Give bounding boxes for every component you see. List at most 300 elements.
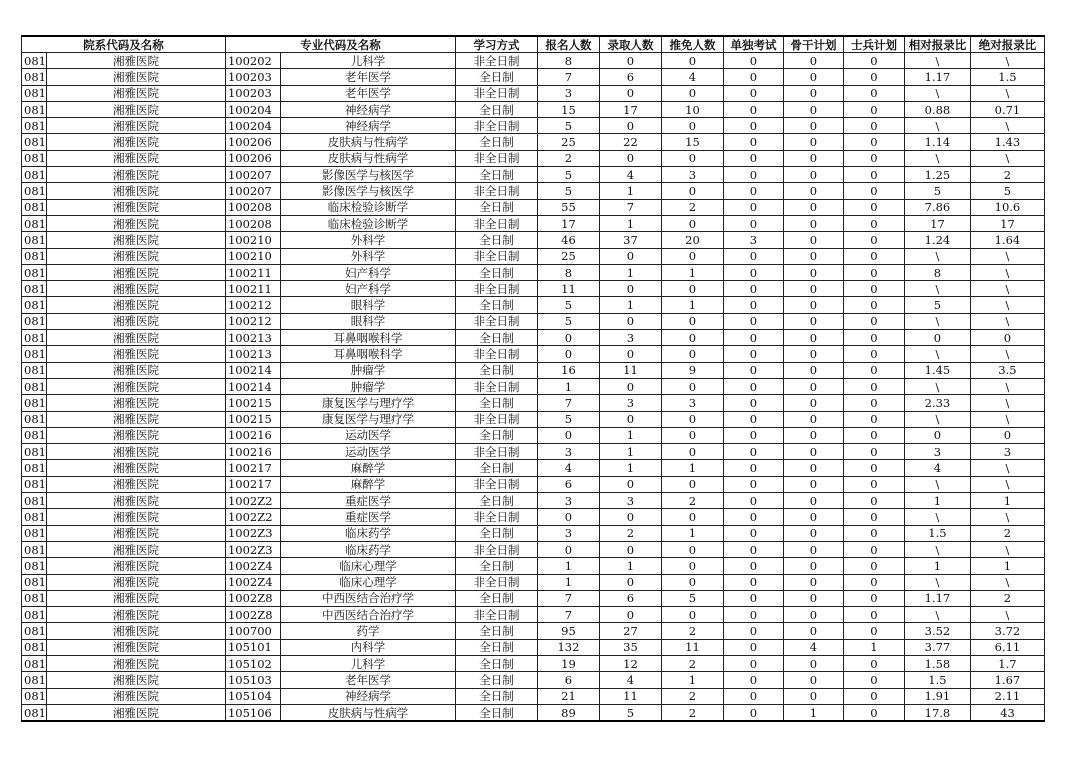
major-name-cell: 重症医学	[280, 493, 455, 509]
recommended-cell: 3	[661, 167, 723, 183]
absolute-ratio-cell: \	[970, 476, 1044, 492]
major-code-cell: 100207	[225, 183, 280, 199]
separate-exam-cell: 0	[723, 101, 783, 117]
major-name-cell: 外科学	[280, 248, 455, 264]
dept-code-cell: 081	[22, 167, 47, 183]
soldier-plan-cell: 0	[843, 183, 904, 199]
major-code-cell: 100203	[225, 85, 280, 101]
soldier-plan-cell: 0	[843, 378, 904, 394]
admitted-cell: 1	[599, 215, 661, 231]
absolute-ratio-cell: \	[970, 411, 1044, 427]
backbone-plan-cell: 0	[783, 460, 843, 476]
dept-name-cell: 湘雅医院	[46, 69, 225, 85]
absolute-ratio-cell: \	[970, 313, 1044, 329]
major-name-cell: 眼科学	[280, 297, 455, 313]
dept-name-cell: 湘雅医院	[46, 346, 225, 362]
separate-exam-cell: 0	[723, 297, 783, 313]
major-name-cell: 临床心理学	[280, 574, 455, 590]
separate-exam-cell: 0	[723, 215, 783, 231]
dept-name-cell: 湘雅医院	[46, 493, 225, 509]
dept-name-cell: 湘雅医院	[46, 183, 225, 199]
soldier-plan-cell: 0	[843, 655, 904, 671]
soldier-plan-cell: 0	[843, 444, 904, 460]
applicants-cell: 1	[537, 574, 599, 590]
absolute-ratio-cell: 3.5	[970, 362, 1044, 378]
study-mode-cell: 全日制	[455, 688, 537, 704]
dept-name-cell: 湘雅医院	[46, 362, 225, 378]
recommended-cell: 2	[661, 623, 723, 639]
soldier-plan-cell: 0	[843, 134, 904, 150]
table-row	[22, 215, 1045, 231]
table-row	[22, 264, 1045, 280]
relative-ratio-cell: 3	[904, 444, 970, 460]
soldier-plan-cell: 0	[843, 590, 904, 606]
relative-ratio-cell: 7.86	[904, 199, 970, 215]
study-mode-cell: 全日制	[455, 134, 537, 150]
major-name-cell: 内科学	[280, 639, 455, 655]
backbone-plan-cell: 0	[783, 313, 843, 329]
applicants-cell: 3	[537, 85, 599, 101]
applicants-cell: 3	[537, 525, 599, 541]
absolute-ratio-cell: 17	[970, 215, 1044, 231]
recommended-cell: 11	[661, 639, 723, 655]
admitted-cell: 1	[599, 460, 661, 476]
table-row	[22, 493, 1045, 509]
major-code-cell: 100203	[225, 69, 280, 85]
separate-exam-cell: 0	[723, 704, 783, 721]
study-mode-cell: 非全日制	[455, 85, 537, 101]
relative-ratio-cell: \	[904, 541, 970, 557]
soldier-plan-cell: 0	[843, 574, 904, 590]
dept-code-cell: 081	[22, 558, 47, 574]
col-header-study-mode: 学习方式	[455, 36, 537, 53]
admitted-cell: 0	[599, 541, 661, 557]
major-name-cell: 重症医学	[280, 509, 455, 525]
absolute-ratio-cell: 1.5	[970, 69, 1044, 85]
recommended-cell: 2	[661, 688, 723, 704]
major-code-cell: 100216	[225, 427, 280, 443]
absolute-ratio-cell: 0	[970, 330, 1044, 346]
absolute-ratio-cell: \	[970, 281, 1044, 297]
absolute-ratio-cell: \	[970, 346, 1044, 362]
study-mode-cell: 非全日制	[455, 183, 537, 199]
major-name-cell: 外科学	[280, 232, 455, 248]
separate-exam-cell: 0	[723, 655, 783, 671]
recommended-cell: 0	[661, 150, 723, 166]
major-code-cell: 1002Z8	[225, 607, 280, 623]
admitted-cell: 0	[599, 248, 661, 264]
absolute-ratio-cell: \	[970, 248, 1044, 264]
study-mode-cell: 非全日制	[455, 281, 537, 297]
major-code-cell: 100215	[225, 395, 280, 411]
backbone-plan-cell: 0	[783, 411, 843, 427]
major-name-cell: 运动医学	[280, 444, 455, 460]
admitted-cell: 0	[599, 118, 661, 134]
absolute-ratio-cell: 1	[970, 493, 1044, 509]
study-mode-cell: 全日制	[455, 264, 537, 280]
col-header-admitted: 录取人数	[599, 36, 661, 53]
separate-exam-cell: 0	[723, 525, 783, 541]
major-code-cell: 1002Z3	[225, 525, 280, 541]
backbone-plan-cell: 0	[783, 509, 843, 525]
applicants-cell: 6	[537, 672, 599, 688]
dept-name-cell: 湘雅医院	[46, 118, 225, 134]
dept-code-cell: 081	[22, 704, 47, 721]
admitted-cell: 0	[599, 607, 661, 623]
separate-exam-cell: 3	[723, 232, 783, 248]
separate-exam-cell: 0	[723, 427, 783, 443]
backbone-plan-cell: 0	[783, 85, 843, 101]
study-mode-cell: 非全日制	[455, 215, 537, 231]
relative-ratio-cell: 0	[904, 330, 970, 346]
separate-exam-cell: 0	[723, 378, 783, 394]
dept-name-cell: 湘雅医院	[46, 623, 225, 639]
absolute-ratio-cell: \	[970, 297, 1044, 313]
dept-code-cell: 081	[22, 460, 47, 476]
major-code-cell: 100217	[225, 460, 280, 476]
backbone-plan-cell: 0	[783, 346, 843, 362]
dept-code-cell: 081	[22, 493, 47, 509]
applicants-cell: 11	[537, 281, 599, 297]
applicants-cell: 55	[537, 199, 599, 215]
table-row	[22, 232, 1045, 248]
table-row	[22, 199, 1045, 215]
relative-ratio-cell: \	[904, 476, 970, 492]
applicants-cell: 1	[537, 558, 599, 574]
backbone-plan-cell: 0	[783, 167, 843, 183]
recommended-cell: 9	[661, 362, 723, 378]
dept-code-cell: 081	[22, 281, 47, 297]
admitted-cell: 1	[599, 444, 661, 460]
table-row	[22, 101, 1045, 117]
recommended-cell: 0	[661, 427, 723, 443]
relative-ratio-cell: 0	[904, 427, 970, 443]
major-name-cell: 耳鼻咽喉科学	[280, 330, 455, 346]
study-mode-cell: 全日制	[455, 297, 537, 313]
dept-code-cell: 081	[22, 118, 47, 134]
study-mode-cell: 非全日制	[455, 248, 537, 264]
soldier-plan-cell: 0	[843, 476, 904, 492]
absolute-ratio-cell: \	[970, 53, 1044, 69]
major-name-cell: 麻醉学	[280, 476, 455, 492]
backbone-plan-cell: 0	[783, 281, 843, 297]
backbone-plan-cell: 0	[783, 444, 843, 460]
study-mode-cell: 非全日制	[455, 574, 537, 590]
admitted-cell: 0	[599, 53, 661, 69]
applicants-cell: 3	[537, 444, 599, 460]
table-row	[22, 460, 1045, 476]
recommended-cell: 0	[661, 541, 723, 557]
soldier-plan-cell: 0	[843, 346, 904, 362]
relative-ratio-cell: \	[904, 411, 970, 427]
soldier-plan-cell: 0	[843, 672, 904, 688]
separate-exam-cell: 0	[723, 85, 783, 101]
soldier-plan-cell: 0	[843, 460, 904, 476]
applicants-cell: 0	[537, 346, 599, 362]
table-row	[22, 150, 1045, 166]
dept-code-cell: 081	[22, 395, 47, 411]
major-code-cell: 1002Z4	[225, 558, 280, 574]
major-name-cell: 神经病学	[280, 101, 455, 117]
applicants-cell: 0	[537, 509, 599, 525]
dept-name-cell: 湘雅医院	[46, 313, 225, 329]
major-name-cell: 中西医结合治疗学	[280, 590, 455, 606]
study-mode-cell: 非全日制	[455, 378, 537, 394]
relative-ratio-cell: 1.5	[904, 525, 970, 541]
backbone-plan-cell: 0	[783, 248, 843, 264]
major-code-cell: 105106	[225, 704, 280, 721]
recommended-cell: 0	[661, 509, 723, 525]
study-mode-cell: 非全日制	[455, 313, 537, 329]
major-code-cell: 100210	[225, 248, 280, 264]
dept-name-cell: 湘雅医院	[46, 297, 225, 313]
dept-code-cell: 081	[22, 427, 47, 443]
backbone-plan-cell: 0	[783, 118, 843, 134]
applicants-cell: 7	[537, 69, 599, 85]
recommended-cell: 1	[661, 672, 723, 688]
major-name-cell: 老年医学	[280, 672, 455, 688]
recommended-cell: 0	[661, 476, 723, 492]
separate-exam-cell: 0	[723, 476, 783, 492]
relative-ratio-cell: 1.17	[904, 69, 970, 85]
relative-ratio-cell: 1	[904, 558, 970, 574]
backbone-plan-cell: 0	[783, 362, 843, 378]
dept-code-cell: 081	[22, 378, 47, 394]
absolute-ratio-cell: 2	[970, 525, 1044, 541]
major-code-cell: 100214	[225, 362, 280, 378]
admitted-cell: 4	[599, 167, 661, 183]
relative-ratio-cell: 3.52	[904, 623, 970, 639]
backbone-plan-cell: 0	[783, 574, 843, 590]
major-name-cell: 神经病学	[280, 688, 455, 704]
relative-ratio-cell: \	[904, 346, 970, 362]
study-mode-cell: 全日制	[455, 69, 537, 85]
relative-ratio-cell: 1	[904, 493, 970, 509]
major-name-cell: 肿瘤学	[280, 362, 455, 378]
table-row	[22, 672, 1045, 688]
separate-exam-cell: 0	[723, 558, 783, 574]
major-code-cell: 100211	[225, 281, 280, 297]
dept-name-cell: 湘雅医院	[46, 199, 225, 215]
major-name-cell: 临床心理学	[280, 558, 455, 574]
soldier-plan-cell: 0	[843, 101, 904, 117]
backbone-plan-cell: 0	[783, 607, 843, 623]
dept-code-cell: 081	[22, 183, 47, 199]
soldier-plan-cell: 0	[843, 558, 904, 574]
separate-exam-cell: 0	[723, 395, 783, 411]
table-row	[22, 297, 1045, 313]
dept-name-cell: 湘雅医院	[46, 509, 225, 525]
relative-ratio-cell: 8	[904, 264, 970, 280]
admitted-cell: 1	[599, 427, 661, 443]
dept-name-cell: 湘雅医院	[46, 704, 225, 721]
major-code-cell: 100700	[225, 623, 280, 639]
major-code-cell: 100217	[225, 476, 280, 492]
backbone-plan-cell: 0	[783, 525, 843, 541]
dept-code-cell: 081	[22, 444, 47, 460]
table-row	[22, 444, 1045, 460]
soldier-plan-cell: 0	[843, 69, 904, 85]
table-row	[22, 623, 1045, 639]
applicants-cell: 5	[537, 183, 599, 199]
study-mode-cell: 全日制	[455, 558, 537, 574]
recommended-cell: 0	[661, 183, 723, 199]
admitted-cell: 3	[599, 395, 661, 411]
recommended-cell: 0	[661, 313, 723, 329]
recommended-cell: 0	[661, 330, 723, 346]
major-code-cell: 100208	[225, 215, 280, 231]
recommended-cell: 1	[661, 264, 723, 280]
relative-ratio-cell: \	[904, 248, 970, 264]
dept-code-cell: 081	[22, 509, 47, 525]
study-mode-cell: 全日制	[455, 655, 537, 671]
table-row	[22, 590, 1045, 606]
recommended-cell: 20	[661, 232, 723, 248]
applicants-cell: 0	[537, 427, 599, 443]
separate-exam-cell: 0	[723, 150, 783, 166]
separate-exam-cell: 0	[723, 346, 783, 362]
relative-ratio-cell: \	[904, 574, 970, 590]
admitted-cell: 11	[599, 688, 661, 704]
table-row	[22, 525, 1045, 541]
soldier-plan-cell: 0	[843, 248, 904, 264]
relative-ratio-cell: 0.88	[904, 101, 970, 117]
recommended-cell: 2	[661, 493, 723, 509]
backbone-plan-cell: 0	[783, 541, 843, 557]
backbone-plan-cell: 0	[783, 590, 843, 606]
admitted-cell: 22	[599, 134, 661, 150]
col-header-relative-ratio: 相对报录比	[904, 36, 970, 53]
applicants-cell: 15	[537, 101, 599, 117]
recommended-cell: 0	[661, 85, 723, 101]
relative-ratio-cell: 1.45	[904, 362, 970, 378]
backbone-plan-cell: 0	[783, 330, 843, 346]
major-name-cell: 眼科学	[280, 313, 455, 329]
study-mode-cell: 非全日制	[455, 150, 537, 166]
major-name-cell: 老年医学	[280, 69, 455, 85]
relative-ratio-cell: \	[904, 53, 970, 69]
backbone-plan-cell: 1	[783, 704, 843, 721]
table-row	[22, 167, 1045, 183]
dept-code-cell: 081	[22, 639, 47, 655]
admitted-cell: 27	[599, 623, 661, 639]
major-name-cell: 儿科学	[280, 655, 455, 671]
dept-name-cell: 湘雅医院	[46, 558, 225, 574]
soldier-plan-cell: 0	[843, 362, 904, 378]
recommended-cell: 0	[661, 53, 723, 69]
col-header-major: 专业代码及名称	[225, 36, 455, 53]
major-name-cell: 临床检验诊断学	[280, 199, 455, 215]
separate-exam-cell: 0	[723, 69, 783, 85]
soldier-plan-cell: 0	[843, 167, 904, 183]
admitted-cell: 0	[599, 509, 661, 525]
separate-exam-cell: 0	[723, 541, 783, 557]
dept-code-cell: 081	[22, 672, 47, 688]
dept-name-cell: 湘雅医院	[46, 53, 225, 69]
major-name-cell: 麻醉学	[280, 460, 455, 476]
separate-exam-cell: 0	[723, 248, 783, 264]
admitted-cell: 2	[599, 525, 661, 541]
separate-exam-cell: 0	[723, 493, 783, 509]
table-row	[22, 281, 1045, 297]
backbone-plan-cell: 0	[783, 427, 843, 443]
major-name-cell: 皮肤病与性病学	[280, 704, 455, 721]
dept-name-cell: 湘雅医院	[46, 85, 225, 101]
study-mode-cell: 全日制	[455, 623, 537, 639]
absolute-ratio-cell: \	[970, 541, 1044, 557]
dept-code-cell: 081	[22, 199, 47, 215]
soldier-plan-cell: 0	[843, 313, 904, 329]
backbone-plan-cell: 0	[783, 655, 843, 671]
absolute-ratio-cell: 2	[970, 590, 1044, 606]
recommended-cell: 0	[661, 558, 723, 574]
major-name-cell: 临床药学	[280, 525, 455, 541]
admitted-cell: 0	[599, 476, 661, 492]
backbone-plan-cell: 0	[783, 134, 843, 150]
soldier-plan-cell: 0	[843, 330, 904, 346]
admitted-cell: 0	[599, 85, 661, 101]
separate-exam-cell: 0	[723, 53, 783, 69]
table-row	[22, 704, 1045, 721]
soldier-plan-cell: 0	[843, 525, 904, 541]
study-mode-cell: 全日制	[455, 330, 537, 346]
major-code-cell: 100214	[225, 378, 280, 394]
recommended-cell: 5	[661, 590, 723, 606]
major-name-cell: 耳鼻咽喉科学	[280, 346, 455, 362]
separate-exam-cell: 0	[723, 118, 783, 134]
dept-code-cell: 081	[22, 525, 47, 541]
major-code-cell: 105101	[225, 639, 280, 655]
dept-code-cell: 081	[22, 476, 47, 492]
table-row	[22, 183, 1045, 199]
soldier-plan-cell: 0	[843, 53, 904, 69]
major-name-cell: 神经病学	[280, 118, 455, 134]
admission-ratio-table	[21, 35, 1045, 722]
study-mode-cell: 全日制	[455, 101, 537, 117]
applicants-cell: 5	[537, 167, 599, 183]
study-mode-cell: 非全日制	[455, 53, 537, 69]
relative-ratio-cell: \	[904, 509, 970, 525]
soldier-plan-cell: 0	[843, 427, 904, 443]
soldier-plan-cell: 0	[843, 232, 904, 248]
dept-code-cell: 081	[22, 297, 47, 313]
admitted-cell: 37	[599, 232, 661, 248]
major-code-cell: 100210	[225, 232, 280, 248]
dept-code-cell: 081	[22, 53, 47, 69]
backbone-plan-cell: 0	[783, 558, 843, 574]
col-header-separate-exam: 单独考试	[723, 36, 783, 53]
separate-exam-cell: 0	[723, 134, 783, 150]
separate-exam-cell: 0	[723, 167, 783, 183]
dept-name-cell: 湘雅医院	[46, 427, 225, 443]
relative-ratio-cell: 17.8	[904, 704, 970, 721]
dept-name-cell: 湘雅医院	[46, 476, 225, 492]
recommended-cell: 4	[661, 69, 723, 85]
table-row	[22, 118, 1045, 134]
major-name-cell: 妇产科学	[280, 264, 455, 280]
applicants-cell: 0	[537, 541, 599, 557]
table-row	[22, 509, 1045, 525]
admitted-cell: 4	[599, 672, 661, 688]
absolute-ratio-cell: 10.6	[970, 199, 1044, 215]
soldier-plan-cell: 0	[843, 493, 904, 509]
admitted-cell: 0	[599, 281, 661, 297]
relative-ratio-cell: \	[904, 150, 970, 166]
table-row	[22, 53, 1045, 69]
backbone-plan-cell: 0	[783, 232, 843, 248]
dept-name-cell: 湘雅医院	[46, 330, 225, 346]
study-mode-cell: 非全日制	[455, 411, 537, 427]
